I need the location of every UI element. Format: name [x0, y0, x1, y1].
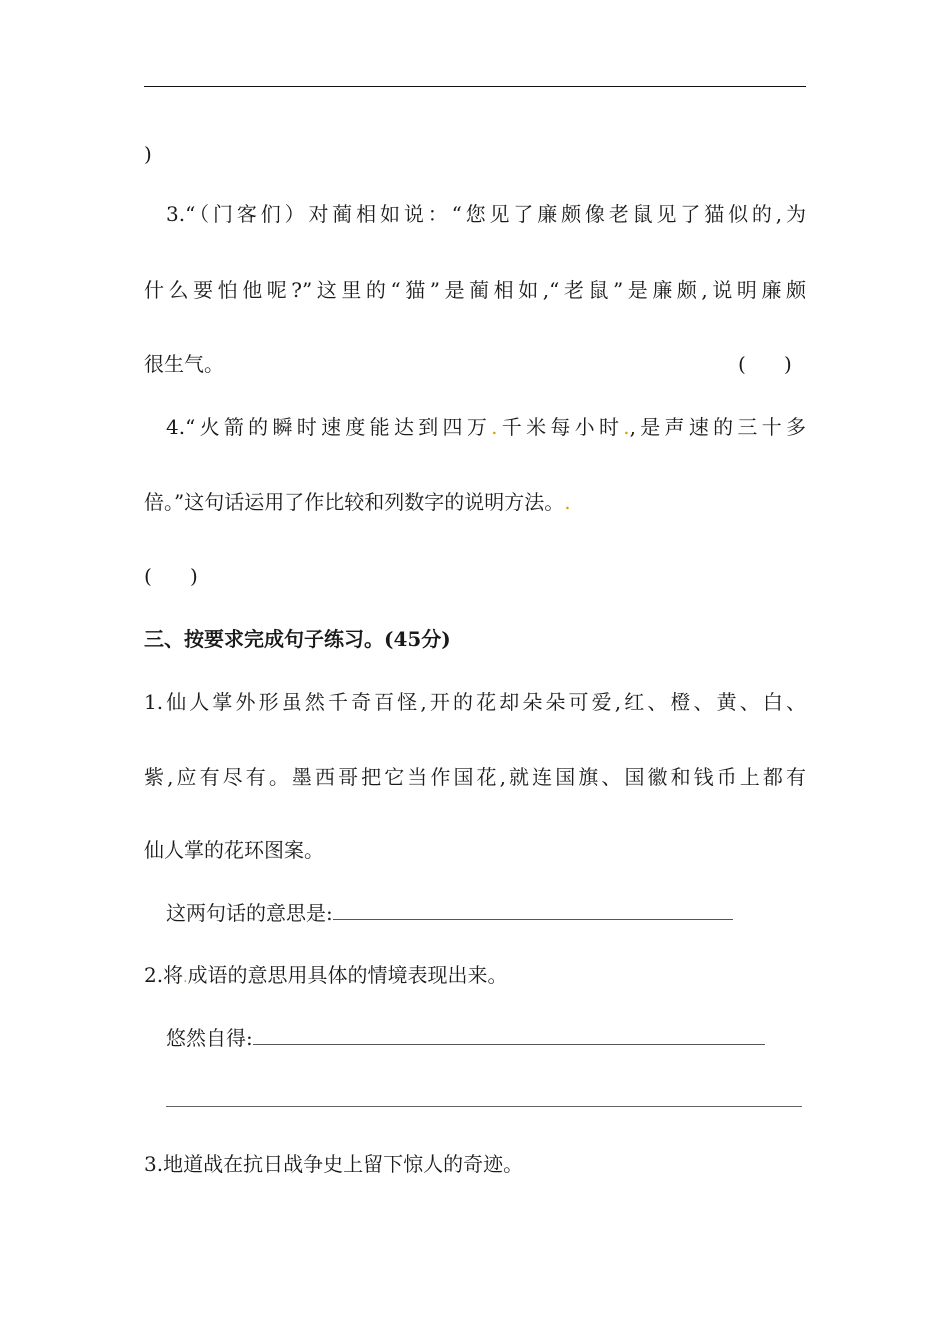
q4-answer-paren[interactable]: ( ) — [144, 564, 198, 588]
s3-q2-idiom-row — [166, 1024, 828, 1052]
q3-line-2: 什么要怕他呢?”这里的“猫”是蔺相如,“老鼠”是廉颇,说明廉颇 — [144, 278, 806, 302]
s3-q1-answer-blank[interactable] — [333, 899, 733, 920]
s3-q2-idiom: 悠然自得: — [166, 1026, 253, 1050]
s3-q1-line-2: 紫,应有尽有。墨西哥把它当作国花,就连国旗、国徽和钱币上都有 — [144, 765, 806, 789]
q4-line-2 — [144, 488, 806, 516]
section3-heading: 三、按要求完成句子练习。(45分) — [144, 627, 451, 651]
header-rule — [144, 86, 806, 87]
s3-q2-title-part-b: 成语的意思用具体的情境表现出来。 — [187, 963, 508, 987]
emphasis-dot: . — [564, 490, 571, 514]
q3-line-1: 3.“（门客们）对蔺相如说：“您见了廉颇像老鼠见了猫似的,为 — [166, 202, 806, 226]
s3-q2-title-part-a: 2.将 — [144, 963, 184, 987]
emphasis-dot: . — [623, 415, 630, 439]
carry-over-paren: ) — [144, 142, 152, 166]
s3-q1-prompt-row — [166, 899, 828, 927]
s3-q1-prompt: 这两句话的意思是: — [166, 901, 333, 925]
q4-line-1-part-c: ,是声速的三十多 — [629, 415, 807, 439]
emphasis-dot: . — [183, 970, 188, 986]
s3-q1-line-3: 仙人掌的花环图案。 — [144, 838, 324, 862]
s3-q2-title — [144, 961, 806, 992]
q4-line-1-part-a: 4.“火箭的瞬时速度能达到四万 — [166, 415, 492, 439]
q3-answer-paren[interactable]: ( ) — [738, 352, 792, 376]
s3-q1-line-1: 1.仙人掌外形虽然千奇百怪,开的花却朵朵可爱,红、橙、黄、白、 — [144, 690, 806, 714]
s3-q2-answer-line-2[interactable] — [166, 1106, 802, 1107]
q4-line-2-text: 倍。”这句话运用了作比较和列数字的说明方法。 — [144, 490, 565, 514]
q4-line-1-part-b: 千米每小时 — [497, 415, 624, 439]
q3-line-3: 很生气。 — [144, 352, 224, 376]
emphasis-dot: . — [491, 415, 498, 439]
q4-line-1 — [166, 413, 806, 441]
s3-q3-title: 3.地道战在抗日战争史上留下惊人的奇迹。 — [144, 1152, 524, 1176]
s3-q2-answer-blank[interactable] — [253, 1024, 765, 1045]
